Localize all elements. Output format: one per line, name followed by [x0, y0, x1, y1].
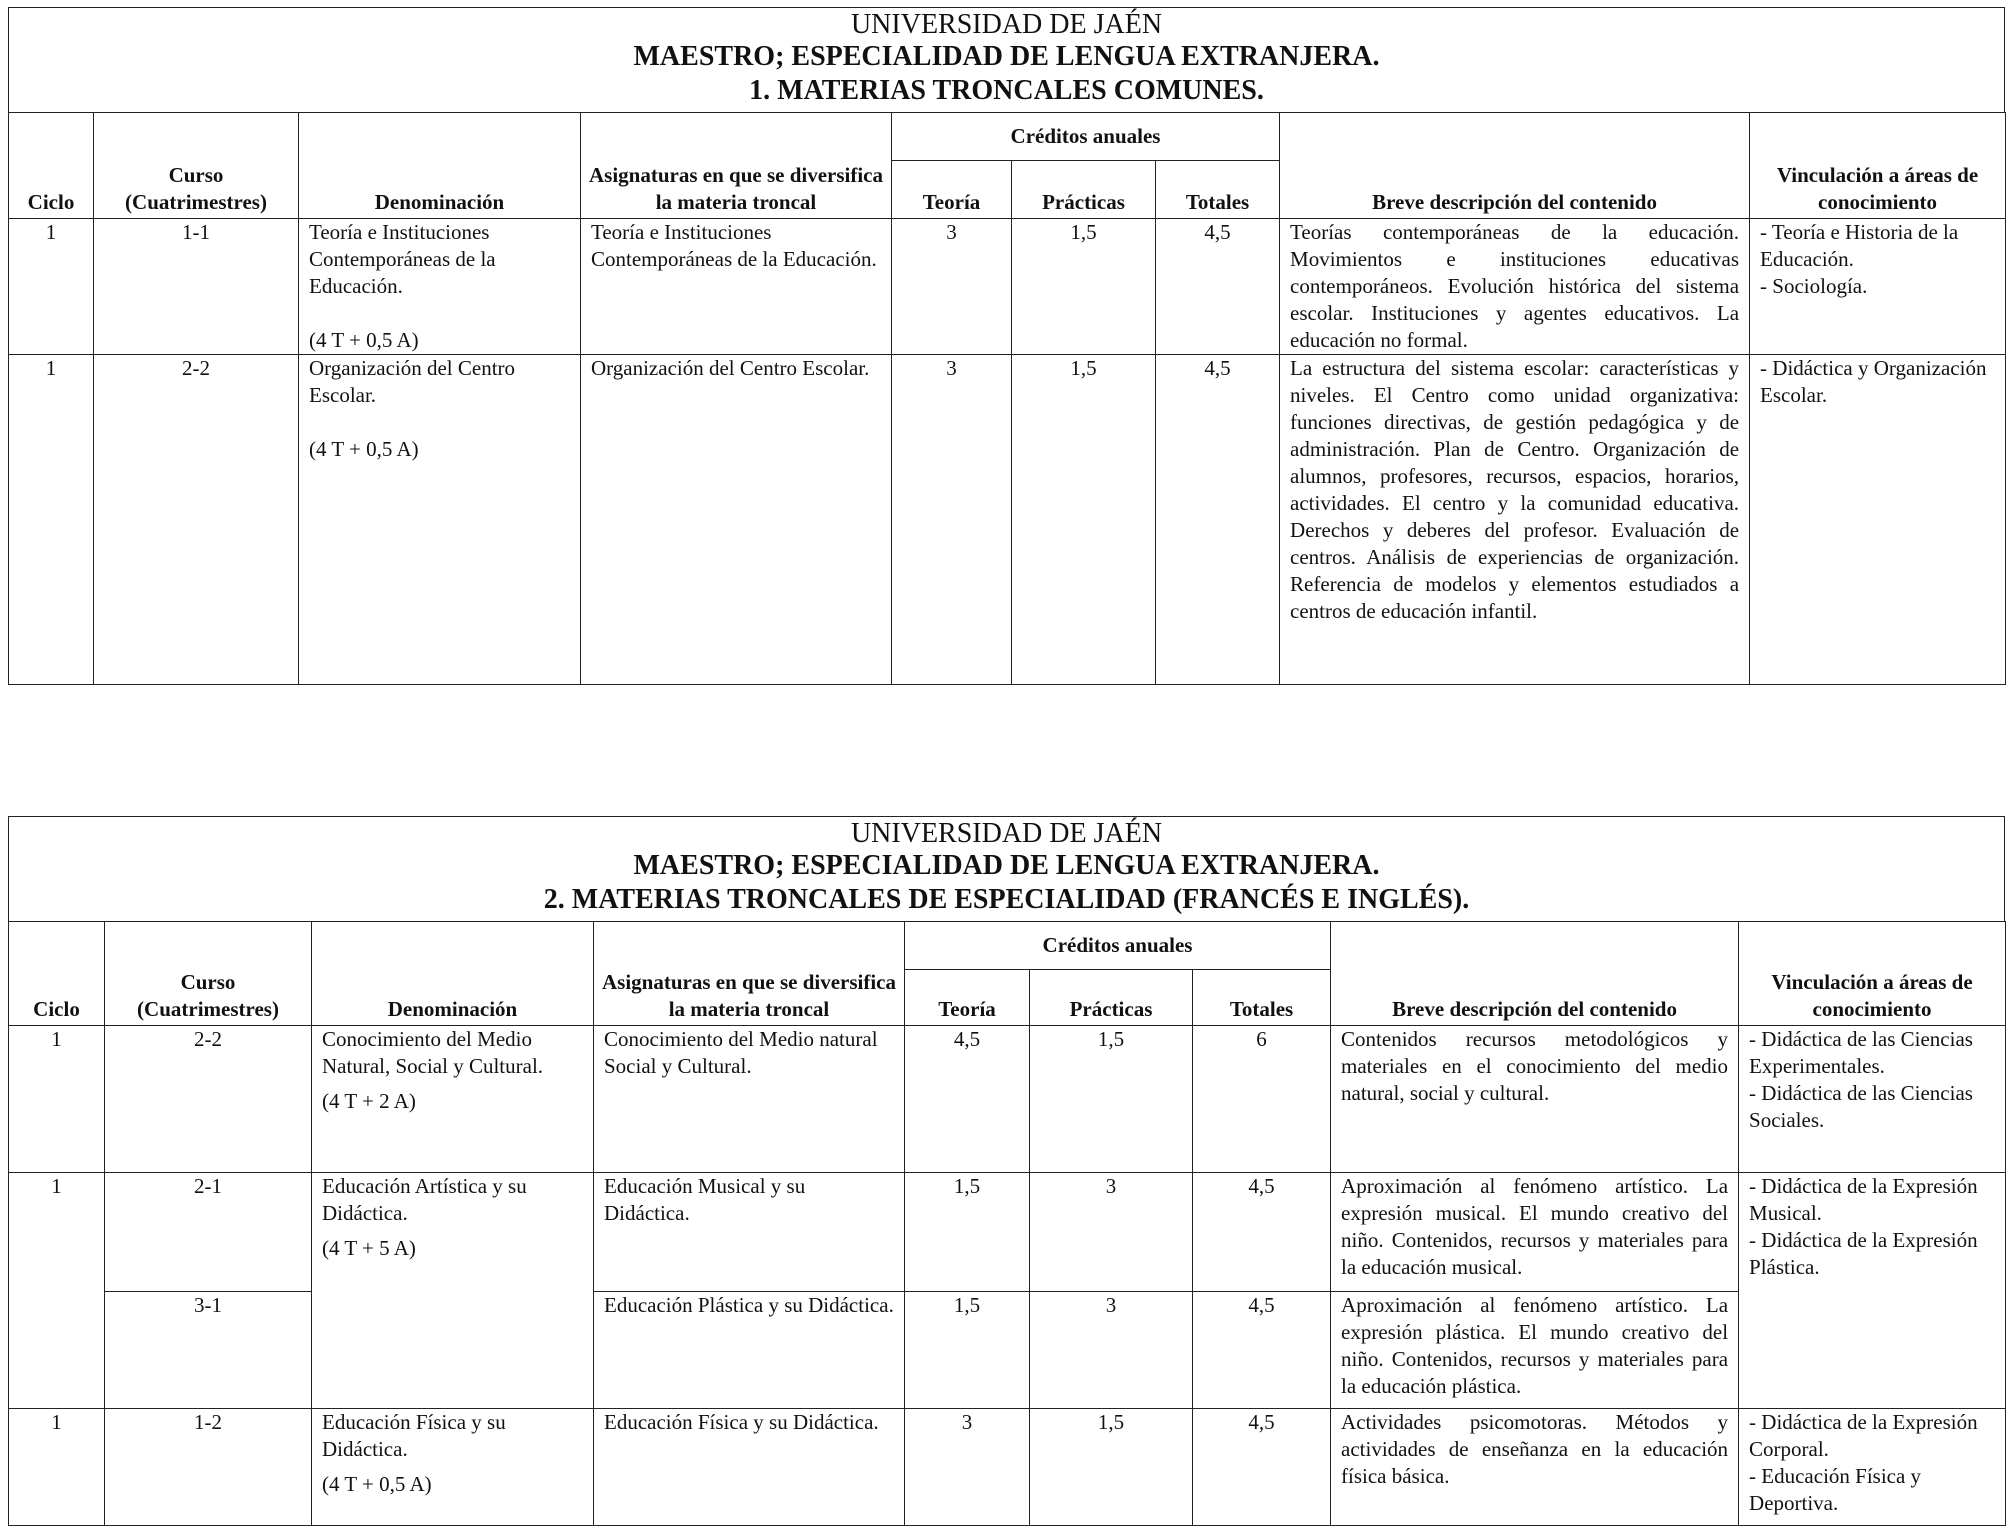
- cell-practicas: 1,5: [1030, 1409, 1193, 1526]
- header-descripcion: Breve descripción del contenido: [1331, 922, 1739, 1026]
- section-title: 1. MATERIAS TRONCALES COMUNES.: [749, 75, 1264, 106]
- table-block-materias-troncales-comunes: [8, 7, 2005, 685]
- denominacion-credits: (4 T + 5 A): [322, 1236, 416, 1260]
- denominacion-text: Educación Artística y su Didáctica.: [322, 1174, 527, 1225]
- section-title: 2. MATERIAS TRONCALES DE ESPECIALIDAD (FRANCÉS E INGLÉS).: [543, 884, 1470, 915]
- cell-asignatura: Conocimiento del Medio natural Social y Cultural.: [594, 1026, 905, 1173]
- cell-teoria: 1,5: [905, 1173, 1030, 1292]
- cell-curso: 1-1: [94, 219, 299, 355]
- header-creditos: Créditos anuales: [892, 113, 1280, 161]
- denominacion-text: Organización del Centro Escolar.: [309, 356, 516, 407]
- cell-practicas: 1,5: [1012, 355, 1156, 685]
- cell-denominacion: [299, 219, 581, 355]
- header-curso-label: Curso: [180, 970, 236, 994]
- cell-asignatura: Educación Musical y su Didáctica.: [594, 1173, 905, 1292]
- header-practicas: Prácticas: [1030, 970, 1193, 1026]
- header-asignaturas: Asignaturas en que se diversifica la materia troncal: [581, 113, 892, 219]
- cell-teoria: 3: [892, 355, 1012, 685]
- table-row: [9, 1292, 2006, 1409]
- cell-ciclo: 1: [9, 219, 94, 355]
- denominacion-credits: (4 T + 0,5 A): [322, 1472, 432, 1496]
- vinculacion-item: - Didáctica de las Ciencias Sociales.: [1749, 1081, 1973, 1132]
- cell-ciclo: 1: [9, 355, 94, 685]
- cell-descripcion: Actividades psicomotoras. Métodos y actividades de enseñanza en la educación física básica.: [1331, 1409, 1739, 1526]
- header-curso: [105, 922, 312, 1026]
- cell-totales: 4,5: [1156, 355, 1280, 685]
- university-name: UNIVERSIDAD DE JAÉN: [850, 9, 1163, 40]
- vinculacion-item: - Didáctica de la Expresión Corporal.: [1749, 1410, 1978, 1461]
- table-title: [8, 7, 2005, 112]
- university-name: UNIVERSIDAD DE JAÉN: [850, 818, 1163, 849]
- cell-practicas: 1,5: [1012, 219, 1156, 355]
- vinculacion-item: - Didáctica de la Expresión Musical.: [1749, 1174, 1978, 1225]
- cell-asignatura: Organización del Centro Escolar.: [581, 355, 892, 685]
- cell-practicas: 3: [1030, 1173, 1193, 1292]
- header-totales: Totales: [1193, 970, 1331, 1026]
- cell-ciclo: 1: [9, 1026, 105, 1173]
- table-row: [9, 355, 2006, 685]
- vinculacion-item: - Sociología.: [1760, 274, 1868, 298]
- denominacion-text: Teoría e Instituciones Contemporáneas de la Educación.: [309, 220, 496, 298]
- cell-vinculacion: [1750, 219, 2006, 355]
- header-ciclo: Ciclo: [9, 113, 94, 219]
- header-curso-sub: (Cuatrimestres): [137, 997, 279, 1021]
- table-row: [9, 1026, 2006, 1173]
- vinculacion-item: - Didáctica de las Ciencias Experimentales.: [1749, 1027, 1973, 1078]
- header-ciclo: Ciclo: [9, 922, 105, 1026]
- cell-teoria: 3: [892, 219, 1012, 355]
- denominacion-text: Conocimiento del Medio Natural, Social y Cultural.: [322, 1027, 544, 1078]
- degree-title: MAESTRO; ESPECIALIDAD DE LENGUA EXTRANJERA.: [633, 850, 1380, 881]
- cell-curso: 2-2: [94, 355, 299, 685]
- header-descripcion: Breve descripción del contenido: [1280, 113, 1750, 219]
- cell-vinculacion: [1739, 1409, 2006, 1526]
- cell-curso: 2-1: [105, 1173, 312, 1292]
- vinculacion-item: - Educación Física y Deportiva.: [1749, 1464, 1922, 1515]
- cell-teoria: 1,5: [905, 1292, 1030, 1409]
- header-denominacion: Denominación: [299, 113, 581, 219]
- cell-denominacion: [299, 355, 581, 685]
- cell-asignatura: Teoría e Instituciones Contemporáneas de la Educación.: [581, 219, 892, 355]
- header-totales: Totales: [1156, 161, 1280, 219]
- cell-practicas: 1,5: [1030, 1026, 1193, 1173]
- denominacion-text: Educación Física y su Didáctica.: [322, 1410, 506, 1461]
- header-denominacion: Denominación: [312, 922, 594, 1026]
- curriculum-table: [8, 921, 2006, 1526]
- header-practicas: Prácticas: [1012, 161, 1156, 219]
- cell-ciclo: 1: [9, 1173, 105, 1409]
- cell-descripcion: Contenidos recursos metodológicos y materiales en el conocimiento del medio natural, social y cultural.: [1331, 1026, 1739, 1173]
- table-block-materias-troncales-especialidad: [8, 816, 2005, 1526]
- cell-teoria: 3: [905, 1409, 1030, 1526]
- cell-ciclo: 1: [9, 1409, 105, 1526]
- cell-descripcion: Aproximación al fenómeno artístico. La expresión plástica. El mundo creativo del niño. Contenidos, recursos y materiales para la educación plástica.: [1331, 1292, 1739, 1409]
- cell-denominacion: [312, 1026, 594, 1173]
- header-teoria: Teoría: [892, 161, 1012, 219]
- cell-practicas: 3: [1030, 1292, 1193, 1409]
- cell-asignatura: Educación Física y su Didáctica.: [594, 1409, 905, 1526]
- denominacion-credits: (4 T + 2 A): [322, 1089, 416, 1113]
- table-row: [9, 1409, 2006, 1526]
- header-curso-label: Curso: [168, 163, 224, 187]
- cell-totales: 4,5: [1193, 1292, 1331, 1409]
- cell-totales: 4,5: [1193, 1173, 1331, 1292]
- cell-vinculacion: [1739, 1173, 2006, 1409]
- header-vinculacion: Vinculación a áreas de conocimiento: [1750, 113, 2006, 219]
- header-curso: [94, 113, 299, 219]
- cell-descripcion: Teorías contemporáneas de la educación. Movimientos e instituciones educativas contemporáneos. Evolución histórica del sistema escolar. Instituciones y agentes educativos. La educación no formal.: [1280, 219, 1750, 355]
- vinculacion-item: - Didáctica y Organización Escolar.: [1760, 356, 1987, 407]
- header-vinculacion: Vinculación a áreas de conocimiento: [1739, 922, 2006, 1026]
- denominacion-credits: (4 T + 0,5 A): [309, 437, 419, 461]
- table-row: [9, 1173, 2006, 1292]
- cell-teoria: 4,5: [905, 1026, 1030, 1173]
- curriculum-table: [8, 112, 2006, 685]
- header-curso-sub: (Cuatrimestres): [125, 190, 267, 214]
- cell-totales: 4,5: [1156, 219, 1280, 355]
- vinculacion-item: - Teoría e Historia de la Educación.: [1760, 220, 1959, 271]
- header-creditos: Créditos anuales: [905, 922, 1331, 970]
- cell-descripcion: La estructura del sistema escolar: características y niveles. El Centro como unidad organizativa: funciones directivas, de gestión pedagógica y de administración. Plan de Centro. Organización de alumnos, profesores, recursos, espacios, horarios, actividades. El centro y la comunidad educativa. Derechos y deberes del profesor. Evaluación de centros. Análisis de experiencias de organización. Referencia de modelos y elementos estudiados a centros de educación infantil.: [1280, 355, 1750, 685]
- cell-denominacion: [312, 1173, 594, 1409]
- cell-asignatura: Educación Plástica y su Didáctica.: [594, 1292, 905, 1409]
- header-asignaturas: Asignaturas en que se diversifica la materia troncal: [594, 922, 905, 1026]
- cell-vinculacion: [1750, 355, 2006, 685]
- cell-descripcion: Aproximación al fenómeno artístico. La expresión musical. El mundo creativo del niño. Contenidos, recursos y materiales para la educación musical.: [1331, 1173, 1739, 1292]
- vinculacion-item: - Didáctica de la Expresión Plástica.: [1749, 1228, 1978, 1279]
- table-title: [8, 816, 2005, 921]
- denominacion-credits: (4 T + 0,5 A): [309, 328, 419, 352]
- cell-denominacion: [312, 1409, 594, 1526]
- cell-totales: 6: [1193, 1026, 1331, 1173]
- table-row: [9, 219, 2006, 355]
- cell-vinculacion: [1739, 1026, 2006, 1173]
- cell-totales: 4,5: [1193, 1409, 1331, 1526]
- cell-curso: 2-2: [105, 1026, 312, 1173]
- header-teoria: Teoría: [905, 970, 1030, 1026]
- degree-title: MAESTRO; ESPECIALIDAD DE LENGUA EXTRANJERA.: [633, 41, 1380, 72]
- cell-curso: 3-1: [105, 1292, 312, 1409]
- cell-curso: 1-2: [105, 1409, 312, 1526]
